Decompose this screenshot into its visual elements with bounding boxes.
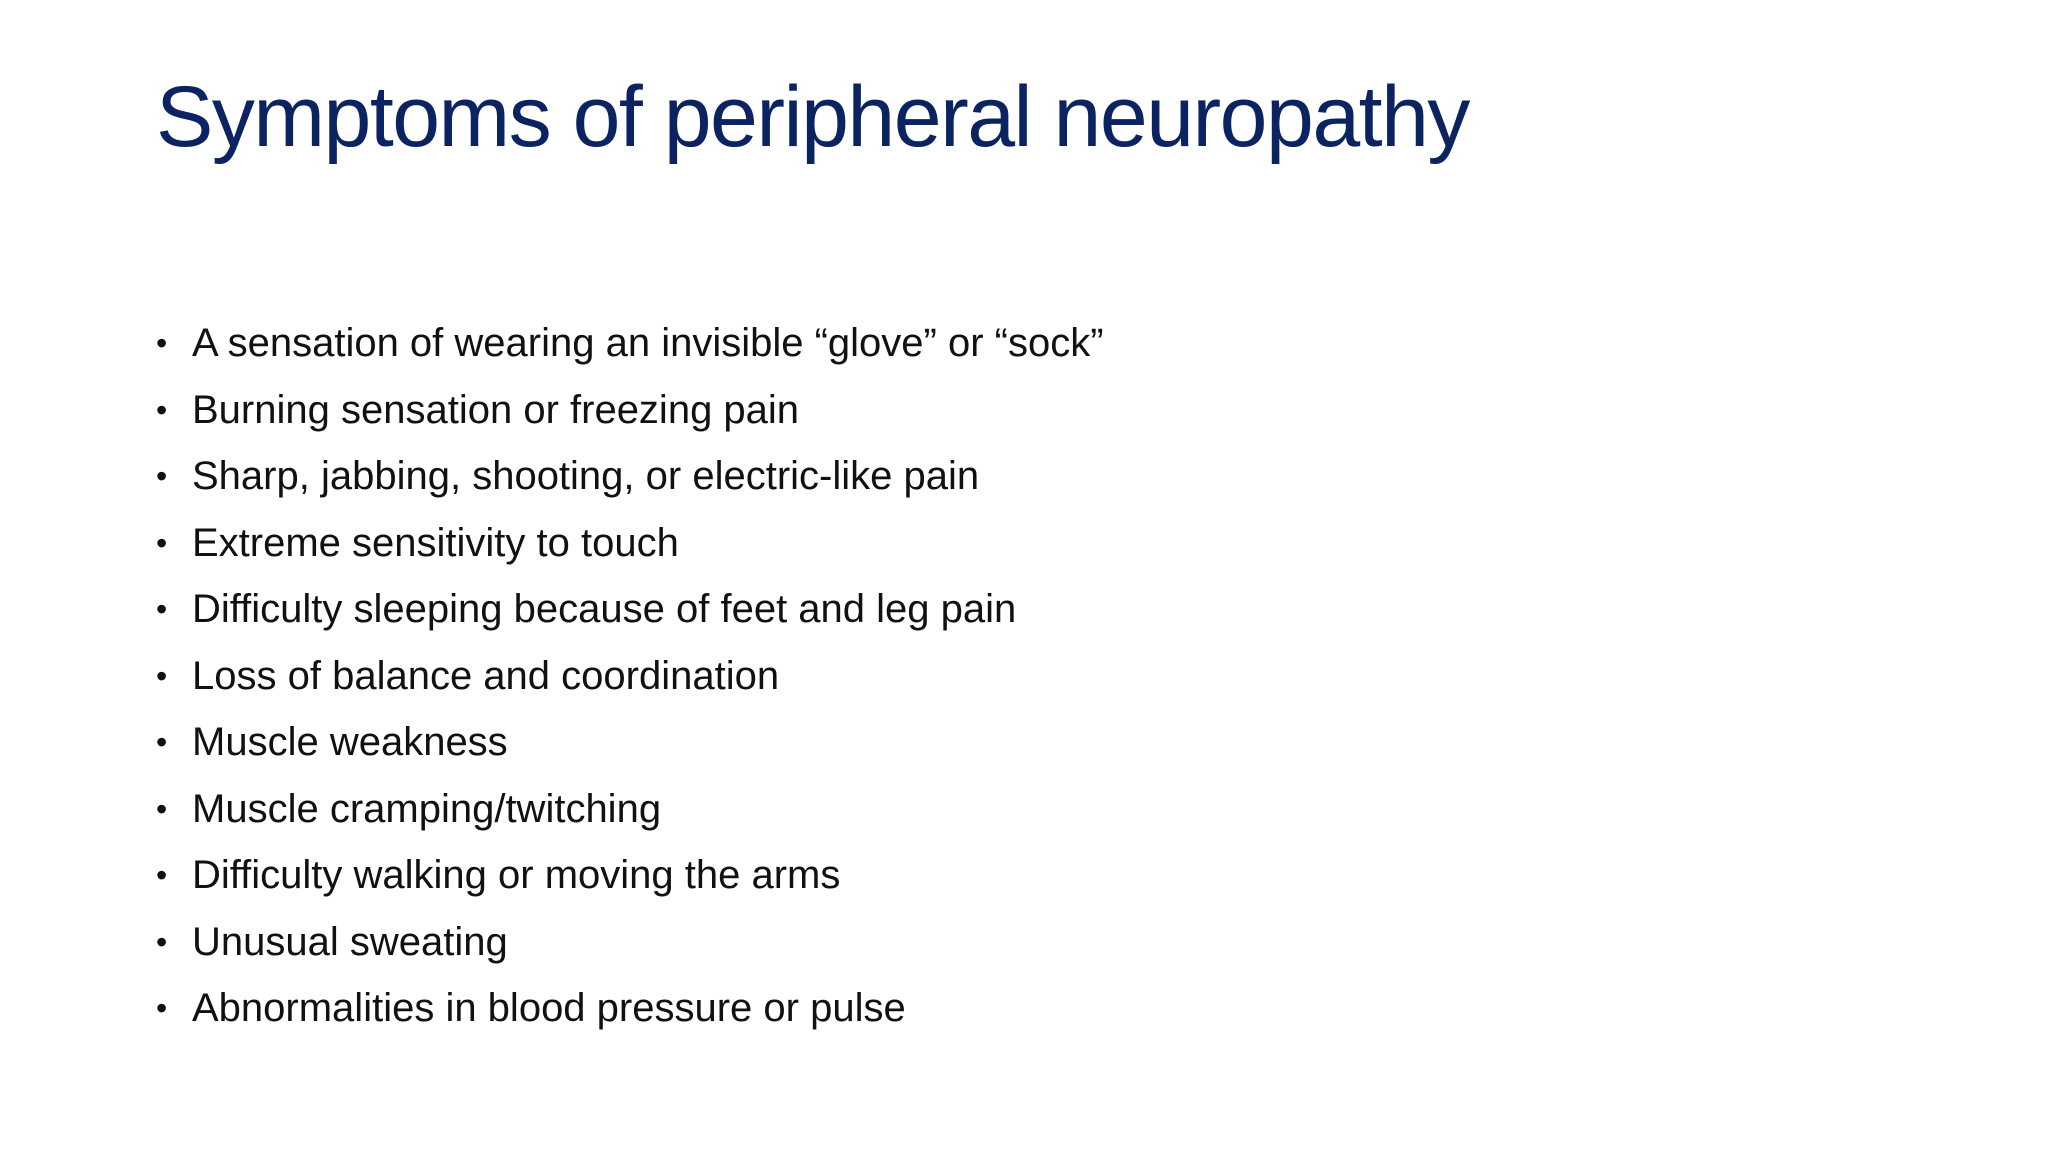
bullet-icon: • (156, 990, 168, 1026)
list-item-text: Extreme sensitivity to touch (192, 520, 679, 565)
bullet-icon: • (156, 657, 168, 694)
list-item (156, 909, 1104, 976)
slide-title: Symptoms of peripheral neuropathy (156, 69, 1469, 165)
list-item-text: Difficulty walking or moving the arms (192, 853, 841, 897)
list-item (156, 776, 1104, 843)
list-item (156, 643, 1104, 710)
list-item (156, 842, 1104, 909)
list-item-text: Difficulty sleeping because of feet and leg pain (192, 587, 1017, 631)
bullet-list (156, 310, 1104, 1042)
list-item-text: Sharp, jabbing, shooting, or electric-like pain (192, 454, 980, 498)
bullet-icon: • (156, 458, 168, 494)
bullet-icon: • (156, 591, 168, 627)
list-item-text: Abnormalities in blood pressure or pulse (192, 986, 906, 1030)
list-item-text: Unusual sweating (192, 919, 508, 964)
bullet-icon: • (156, 325, 168, 361)
bullet-icon: • (156, 790, 168, 827)
list-item (156, 975, 1104, 1042)
list-item (156, 310, 1104, 377)
list-item (156, 576, 1104, 643)
list-item-text: Muscle cramping/twitching (192, 786, 662, 831)
bullet-icon: • (156, 524, 168, 561)
bullet-icon: • (156, 724, 168, 760)
list-item (156, 377, 1104, 444)
list-item (156, 443, 1104, 510)
list-item (156, 709, 1104, 776)
list-item-text: A sensation of wearing an invisible “glove” or “sock” (192, 321, 1104, 365)
list-item-text: Muscle weakness (192, 720, 508, 764)
list-item-text: Loss of balance and coordination (192, 653, 780, 698)
list-item-text: Burning sensation or freezing pain (192, 387, 800, 432)
bullet-icon: • (156, 391, 168, 428)
list-item (156, 510, 1104, 577)
bullet-icon: • (156, 923, 168, 960)
bullet-icon: • (156, 857, 168, 893)
